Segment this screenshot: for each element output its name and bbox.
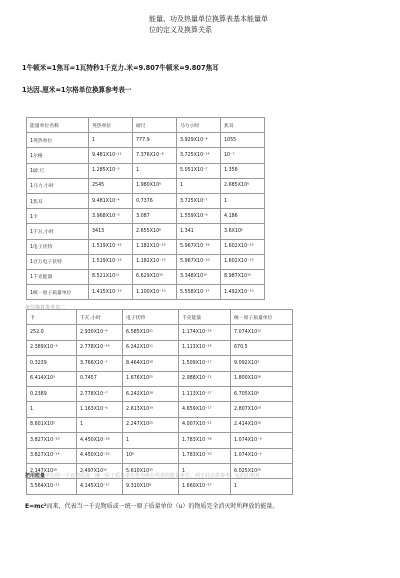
table-cell: 3.6X10⁶ bbox=[221, 224, 265, 239]
header-cell: 英热单位 bbox=[89, 118, 133, 133]
table-row bbox=[27, 163, 265, 178]
table-row bbox=[27, 356, 293, 371]
table-row bbox=[27, 371, 293, 386]
table-row bbox=[27, 254, 265, 269]
table-one-heading: 1达因.厘米=1尔格单位换算参考表一 bbox=[22, 86, 132, 94]
table-cell: 1.783X10⁻³⁰ bbox=[179, 448, 231, 463]
table-cell: 2.778X10⁻¹⁴ bbox=[77, 340, 123, 355]
table-cell: 1百万电子伏特 bbox=[27, 254, 89, 269]
table-cell: 7.376X10⁻⁸ bbox=[133, 148, 177, 163]
table-cell: 2.655X10⁶ bbox=[133, 224, 177, 239]
table-cell: 2.807X10¹⁰ bbox=[231, 402, 293, 417]
table-cell: 1.415X10⁻¹³ bbox=[89, 285, 133, 300]
table-cell: 1千瓦.小时 bbox=[27, 224, 89, 239]
table-cell: 4.145X10⁻¹⁷ bbox=[77, 479, 123, 494]
table-cell: 1.074X10⁻⁹ bbox=[231, 433, 293, 448]
table-cell: 2.930X10⁻⁴ bbox=[77, 325, 123, 340]
table-cell: 2.414X10¹⁶ bbox=[231, 417, 293, 432]
table-cell: 777.9 bbox=[133, 133, 177, 148]
conversion-table-2 bbox=[26, 309, 293, 495]
table-cell: 4.450X10⁻²⁰ bbox=[77, 448, 123, 463]
table-row bbox=[27, 148, 265, 163]
table-cell: 6.705X10⁹ bbox=[231, 386, 293, 401]
table-cell: 6.414X10⁵ bbox=[27, 371, 77, 386]
table-cell: 1 bbox=[133, 163, 177, 178]
table-cell: 1055 bbox=[221, 133, 265, 148]
table-cell: 2.389X10⁻⁸ bbox=[27, 340, 77, 355]
footer-note-bold: 把用能量 bbox=[25, 473, 46, 479]
table-cell: 0.3239 bbox=[27, 356, 77, 371]
unit-definition-formula: 1牛顿米=1焦耳=1瓦特秒1千克力.米=9.807牛顿米=9.807焦耳 bbox=[22, 64, 219, 72]
table-cell: 1.519X10⁻¹⁶ bbox=[89, 254, 133, 269]
table-cell: 2.247X10²⁵ bbox=[123, 417, 179, 432]
table-row bbox=[27, 386, 293, 401]
table-cell: 1.182X10⁻¹³ bbox=[133, 254, 177, 269]
table-cell: 3.968X10⁻³ bbox=[89, 209, 133, 224]
table-cell: 1.783X10⁻³⁶ bbox=[179, 433, 231, 448]
document-title: 能量、功及热量单位换算表基本能量单位的定义及换算关系 bbox=[149, 15, 268, 34]
table-row bbox=[27, 433, 293, 448]
table-cell: 7.074X10¹² bbox=[231, 325, 293, 340]
table-cell: 8.521X10¹³ bbox=[89, 269, 133, 284]
header-cell: 能量单位名称 bbox=[27, 118, 89, 133]
table-cell: 1.800X10¹⁶ bbox=[231, 371, 293, 386]
table-cell: 1.356 bbox=[221, 163, 265, 178]
table-cell: 1.163X10⁻⁶ bbox=[77, 402, 123, 417]
table-cell: 5.051X10⁻⁷ bbox=[177, 163, 221, 178]
table-cell: 670.5 bbox=[231, 340, 293, 355]
table-cell: 9.481X10⁻⁴ bbox=[89, 193, 133, 208]
table-cell: 0.2389 bbox=[27, 386, 77, 401]
table-cell: 1.519X10⁻²² bbox=[89, 239, 133, 254]
table-cell: 4.659X10⁻¹⁷ bbox=[179, 402, 231, 417]
table-cell: 3.348X10¹⁰ bbox=[177, 269, 221, 284]
table-cell: 5.558X10⁻¹⁷ bbox=[177, 285, 221, 300]
table-row bbox=[27, 402, 293, 417]
header-cell: 焦耳 bbox=[221, 118, 265, 133]
table-cell: 3.725X10⁻⁷ bbox=[177, 193, 221, 208]
table-cell: 1.660X10⁻²⁷ bbox=[179, 479, 231, 494]
table-cell: 1.341 bbox=[177, 224, 221, 239]
table-cell: 1 bbox=[179, 463, 231, 478]
table-cell: 5.610X10³⁵ bbox=[123, 463, 179, 478]
ending-text: 而来，代表当一千克物质或一统一原子质量单位（u）的物质完全消灭时所释放的能量。 bbox=[46, 503, 279, 510]
table-header-row bbox=[27, 310, 293, 325]
table-cell: 1 bbox=[231, 479, 293, 494]
table-cell: 1.980X10⁶ bbox=[133, 178, 177, 193]
table-cell: 1.182X10⁻¹⁹ bbox=[133, 239, 177, 254]
table-cell: 1马力.小时 bbox=[27, 178, 89, 193]
table-row bbox=[27, 417, 293, 432]
table-cell: 0.7457 bbox=[77, 371, 123, 386]
table-cell: 8.464X10¹⁸ bbox=[123, 356, 179, 371]
header-cell: 千克能量 bbox=[179, 310, 231, 325]
table-cell: 1.559X10⁻⁶ bbox=[177, 209, 221, 224]
table-row bbox=[27, 325, 293, 340]
table-cell: 5.967X10⁻²⁰ bbox=[177, 254, 221, 269]
table-cell: 3.725X10⁻¹⁴ bbox=[177, 148, 221, 163]
table-cell: 1英热单位 bbox=[27, 133, 89, 148]
header-cell: 磅尺 bbox=[133, 118, 177, 133]
table-cell: 3.929X10⁻⁴ bbox=[177, 133, 221, 148]
table-cell: 252.0 bbox=[27, 325, 77, 340]
table-cell: 1.492X10⁻¹⁰ bbox=[221, 285, 265, 300]
table-cell: 3.827X10⁻²⁰ bbox=[27, 433, 77, 448]
table-cell: 6.242X10¹⁸ bbox=[123, 386, 179, 401]
table-cell: 1.602X10⁻¹⁹ bbox=[221, 239, 265, 254]
table-cell: 1.113X10⁻²⁴ bbox=[179, 340, 231, 355]
table-cell: 1磅.尺 bbox=[27, 163, 89, 178]
table-cell: 6.629X10¹⁶ bbox=[133, 269, 177, 284]
table-cell: 1 bbox=[89, 133, 133, 148]
table-cell: 2545 bbox=[89, 178, 133, 193]
table-cell: 1.100X10⁻¹⁰ bbox=[133, 285, 177, 300]
table-cell: 1.676X10²⁵ bbox=[123, 371, 179, 386]
table-cell: 1统一原子质量单位 bbox=[27, 285, 89, 300]
ending-formula: E=mc² bbox=[25, 503, 47, 510]
table-cell: 1.285X10⁻³ bbox=[89, 163, 133, 178]
table-cell: 9.310X10⁸ bbox=[123, 479, 179, 494]
table-cell: 6.242X10¹¹ bbox=[123, 340, 179, 355]
header-cell: 电子伏特 bbox=[123, 310, 179, 325]
table-two-caption: 单位换算参考表二 bbox=[25, 305, 66, 311]
table-cell: 1.602X10⁻¹³ bbox=[221, 254, 265, 269]
ending-paragraph bbox=[25, 502, 325, 512]
table-cell: 4.450X10⁻²⁶ bbox=[77, 433, 123, 448]
table-cell: 3.827X10⁻¹⁴ bbox=[27, 448, 77, 463]
table-cell: 8.601X10⁵ bbox=[27, 417, 77, 432]
table-cell: 1 bbox=[27, 402, 77, 417]
table-cell: 6.585X10²¹ bbox=[123, 325, 179, 340]
table-header-row bbox=[27, 118, 265, 133]
table-cell: 2.147X10¹⁶ bbox=[27, 463, 77, 478]
table-cell: 1.074X10⁻³ bbox=[231, 448, 293, 463]
table-cell: 2.778X10⁻⁷ bbox=[77, 386, 123, 401]
table-cell: 1 bbox=[123, 433, 179, 448]
table-cell: 0.7376 bbox=[133, 193, 177, 208]
header-cell: 统一原子质量单位 bbox=[231, 310, 293, 325]
table-row bbox=[27, 269, 265, 284]
table-cell: 1 bbox=[221, 193, 265, 208]
table-cell: 1 bbox=[77, 417, 123, 432]
table-row bbox=[27, 209, 265, 224]
table-row bbox=[27, 340, 293, 355]
table-cell: 4.186 bbox=[221, 209, 265, 224]
table-cell: 9.481X10⁻¹¹ bbox=[89, 148, 133, 163]
table-cell: 3.087 bbox=[133, 209, 177, 224]
table-cell: 1.113X10⁻¹⁷ bbox=[179, 386, 231, 401]
table-cell: 3.766X10⁻⁷ bbox=[77, 356, 123, 371]
table-cell: 1尔格 bbox=[27, 148, 89, 163]
table-cell: 2.497X10¹⁰ bbox=[77, 463, 123, 478]
table-cell: 1.509X10⁻¹⁷ bbox=[179, 356, 231, 371]
table-cell: 2.988X10⁻¹¹ bbox=[179, 371, 231, 386]
table-cell: 1千克能量 bbox=[27, 269, 89, 284]
footer-note bbox=[25, 472, 385, 479]
table-cell: 8.987X10¹⁶ bbox=[221, 269, 265, 284]
header-cell: 马力小时 bbox=[177, 118, 221, 133]
conversion-table-1 bbox=[26, 117, 265, 300]
table-row bbox=[27, 448, 293, 463]
header-cell: 千瓦.小时 bbox=[77, 310, 123, 325]
table-cell: 4.007X10⁻¹¹ bbox=[179, 417, 231, 432]
table-cell: 3413 bbox=[89, 224, 133, 239]
table-cell: 2.613X10¹⁹ bbox=[123, 402, 179, 417]
table-cell: 1 bbox=[177, 178, 221, 193]
table-cell: 1电子伏特 bbox=[27, 239, 89, 254]
header-cell: 卡 bbox=[27, 310, 77, 325]
table-cell: 1焦耳 bbox=[27, 193, 89, 208]
table-row bbox=[27, 224, 265, 239]
table-row bbox=[27, 285, 265, 300]
table-cell: 6.025X10²⁶ bbox=[231, 463, 293, 478]
table-cell: 10⁻⁷ bbox=[221, 148, 265, 163]
table-row bbox=[27, 178, 265, 193]
table-row bbox=[27, 239, 265, 254]
table-row bbox=[27, 479, 293, 494]
table-cell: 5.967X10⁻²⁶ bbox=[177, 239, 221, 254]
table-cell: 9.092X10⁹ bbox=[231, 356, 293, 371]
table-cell: 1.174X10⁻¹⁴ bbox=[179, 325, 231, 340]
table-cell: 1卡 bbox=[27, 209, 89, 224]
table-cell: 2.685X10⁶ bbox=[221, 178, 265, 193]
table-cell: 3.564X10⁻¹¹ bbox=[27, 479, 77, 494]
table-cell: 10⁶ bbox=[123, 448, 179, 463]
table-row bbox=[27, 133, 265, 148]
table-row bbox=[27, 193, 265, 208]
footer-note-text: 单位的一千克物质或一统一原子质量单位作为单位所需的能量单位，列于此以供参考。它们由相对 bbox=[45, 473, 261, 479]
